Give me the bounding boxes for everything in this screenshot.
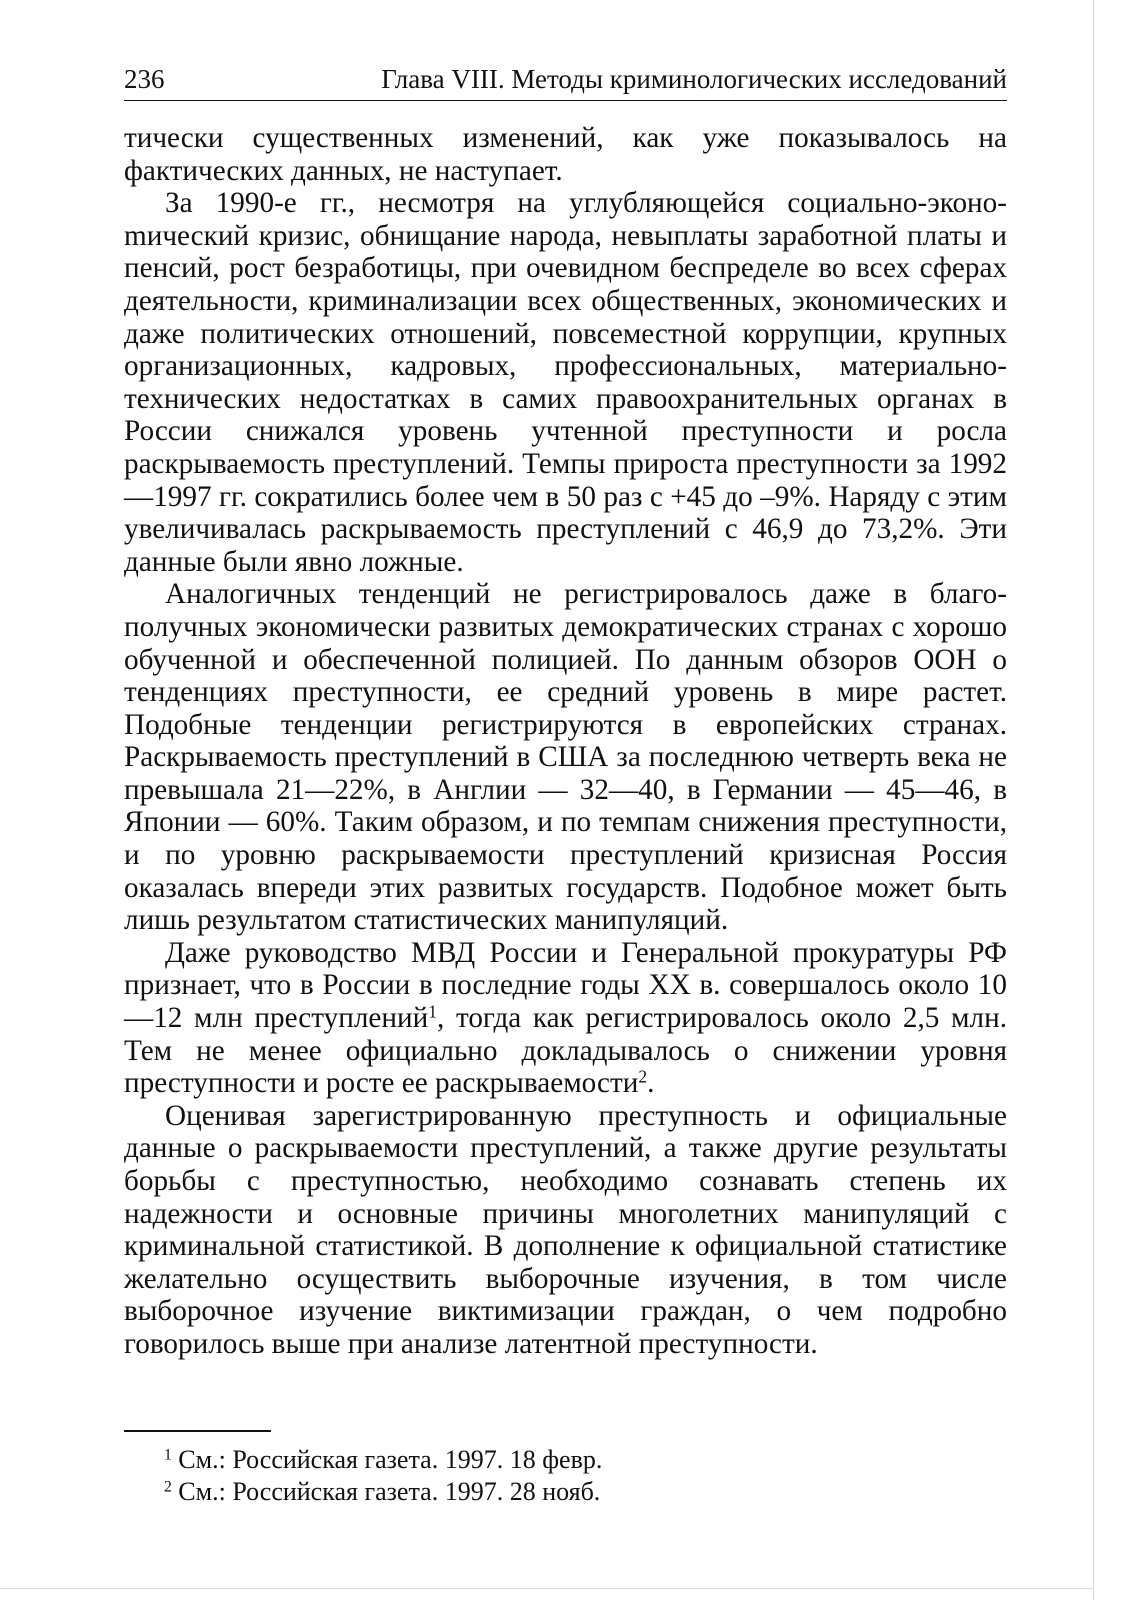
paragraph-1: тически существенных изменений, как уже показывалось на фактических данных, не наступает. [124,122,1007,187]
footnote-text: См.: Российская газета. 1997. 18 февр. [178,1445,603,1474]
page-edge-right [1093,0,1094,1600]
paragraph-5: Оценивая зарегистрированную преступность и официальные данные о раскрываемости преступлений, а также другие результаты борьбы с преступностью, необходимо сознавать степень их надежности и основные причины многолетних манипуляций с криминальной статистикой. В дополнение к официальной статистике желательно осуществить выборочные изучения, в том числе выборочное изучение виктимизации граждан, о чем подробно говорилось выше при анализе латентной преступности. [124,1099,1007,1360]
paragraph-3: Аналогичных тенденций не регистрировалось даже в благополучных экономически развитых демократических странах с хорошо обученной и обеспеченной полицией. По данным обзоров ООН о тенденциях преступности, ее средний уровень в мире растет. Подобные тенденции регистрируются в европейских странах. Раскрываемость преступлений в США за последнюю четверть века не превышала 21—22%, в Англии — 32—40, в Германии — 45—46, в Японии — 60%. Таким образом, и по темпам снижения преступности, и по уровню раскрываемости преступлений кризисная Россия оказалась впереди этих развитых государств. Подобное может быть лишь результатом статистических манипуляций. [124,578,1007,937]
footnote-marker: 1 [164,1446,172,1464]
footnote-marker: 2 [164,1478,172,1496]
running-head: Глава VIII. Методы криминологических исследований [381,64,1007,94]
page-edge-bottom [0,1588,1094,1589]
footnote-divider [124,1430,271,1432]
footnote-text: См.: Российская газета. 1997. 28 нояб. [178,1477,601,1506]
footnote-2 [124,1476,1007,1508]
paragraph-4-text-before: Даже руководство МВД России и Генеральной прокуратуры РФ признает, что в России в последние годы XX в. совершалось около 10—12 млн преступлений [124,936,1007,1035]
paragraph-4 [124,937,1007,1100]
paragraph-2: За 1990-е гг., несмотря на углубляющейся социально-эконоmический кризис, обнищание народа, невыплаты заработной платы и пенсий, рост безработицы, при очевидном беспределе во всех сферах деятельности, криминализации всех общественных, экономических и даже политических отношений, повсеместной коррупции, крупных организационных, кадровых, профессиональных, материально-технических недостатках в самих правоохранительных органах в России снижался уровень учтенной преступности и росла раскрываемость преступлений. Темпы прироста преступности за 1992—1997 гг. сократились более чем в 50 раз с +45 до –9%. Наряду с этим увеличивалась раскрываемость преступлений с 46,9 до 73,2%. Эти данные были явно ложные. [124,187,1007,578]
footnotes [124,1444,1007,1508]
page-number: 236 [124,64,165,94]
body-text [124,122,1007,1361]
footnote-1 [124,1444,1007,1476]
paragraph-4-text-middle: , тогда как регистрировалось около 2,5 млн. Тем не менее официально докладывалось о снижении уровня преступности и росте ее раскрываемости [124,1002,1007,1100]
paragraph-4-text-after: . [647,1067,655,1100]
footnote-ref-1: 1 [428,1001,437,1022]
page-header [124,60,1007,101]
footnote-ref-2: 2 [638,1066,648,1087]
